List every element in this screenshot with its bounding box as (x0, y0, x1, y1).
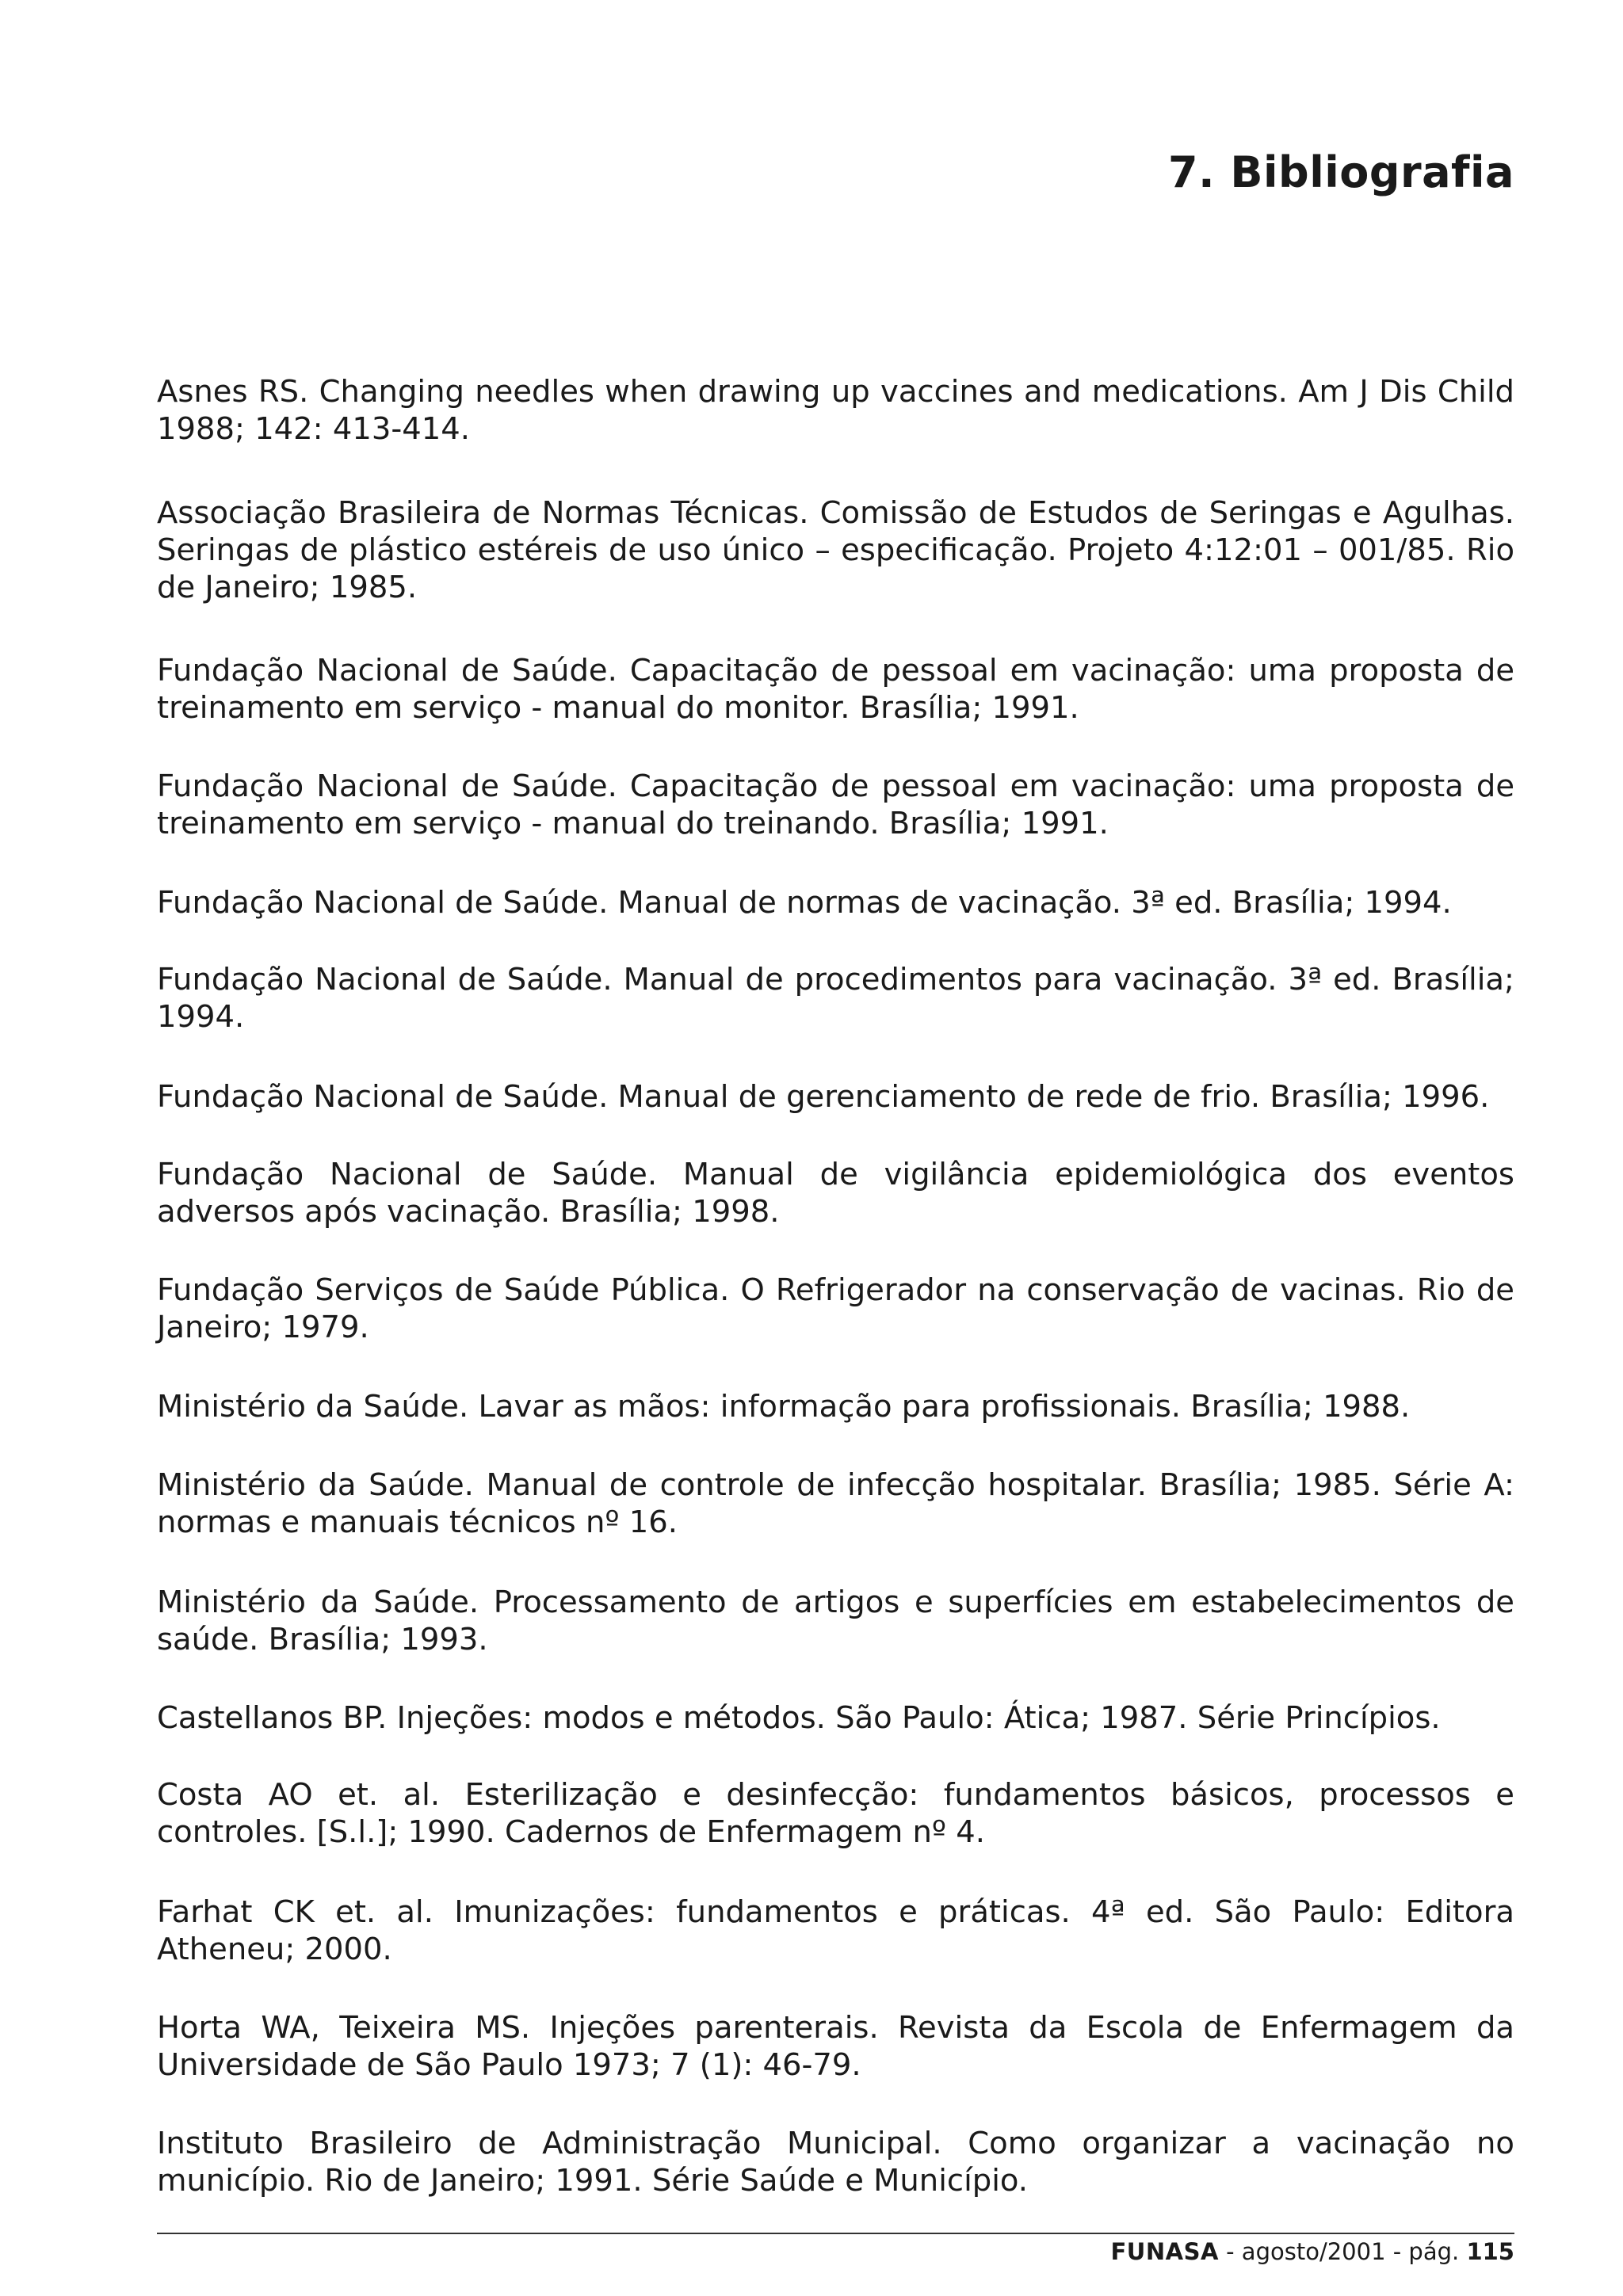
reference-entry: Fundação Nacional de Saúde. Manual de normas de vacinação. 3ª ed. Brasília; 1994. (157, 884, 1452, 921)
reference-entry: Castellanos BP. Injeções: modos e métodos. São Paulo: Ática; 1987. Série Princípios. (157, 1699, 1441, 1736)
footer-brand: FUNASA (1110, 2238, 1219, 2265)
reference-entry: Associação Brasileira de Normas Técnicas. Comissão de Estudos de Seringas e Agulhas. Seringas de plástico estéreis de uso único – especificação. Projeto 4:12:01 – 001/85. Rio de Janeiro; 1985. (157, 494, 1514, 605)
reference-entry: Fundação Serviços de Saúde Pública. O Refrigerador na conservação de vacinas. Rio de Janeiro; 1979. (157, 1272, 1514, 1345)
page-title: 7. Bibliografia (1168, 147, 1514, 197)
reference-entry: Fundação Nacional de Saúde. Capacitação de pessoal em vacinação: uma proposta de treinamento em serviço - manual do monitor. Brasília; 1991. (157, 652, 1514, 726)
reference-entry: Asnes RS. Changing needles when drawing up vaccines and medications. Am J Dis Child 1988; 142: 413-414. (157, 373, 1514, 447)
reference-entry: Horta WA, Teixeira MS. Injeções parenterais. Revista da Escola de Enfermagem da Universidade de São Paulo 1973; 7 (1): 46-79. (157, 2009, 1514, 2083)
reference-entry: Fundação Nacional de Saúde. Manual de gerenciamento de rede de frio. Brasília; 1996. (157, 1078, 1490, 1115)
reference-entry: Ministério da Saúde. Manual de controle de infecção hospitalar. Brasília; 1985. Série A: normas e manuais técnicos nº 16. (157, 1466, 1514, 1540)
reference-entry: Ministério da Saúde. Lavar as mãos: informação para profissionais. Brasília; 1988. (157, 1388, 1411, 1425)
reference-entry: Instituto Brasileiro de Administração Municipal. Como organizar a vacinação no município. Rio de Janeiro; 1991. Série Saúde e Município. (157, 2125, 1514, 2199)
reference-entry: Fundação Nacional de Saúde. Capacitação de pessoal em vacinação: uma proposta de treinamento em serviço - manual do treinando. Brasília; 1991. (157, 768, 1514, 841)
reference-entry: Fundação Nacional de Saúde. Manual de vigilância epidemiológica dos eventos adversos após vacinação. Brasília; 1998. (157, 1156, 1514, 1230)
page-number: 115 (1466, 2238, 1514, 2265)
reference-entry: Farhat CK et. al. Imunizações: fundamentos e práticas. 4ª ed. São Paulo: Editora Atheneu; 2000. (157, 1894, 1514, 1967)
reference-entry: Fundação Nacional de Saúde. Manual de procedimentos para vacinação. 3ª ed. Brasília; 1994. (157, 961, 1514, 1035)
footer-date: - agosto/2001 - pág. (1218, 2238, 1467, 2265)
page-footer (1111, 2236, 1515, 2267)
reference-entry: Ministério da Saúde. Processamento de artigos e superfícies em estabelecimentos de saúde. Brasília; 1993. (157, 1584, 1514, 1657)
reference-entry: Costa AO et. al. Esterilização e desinfecção: fundamentos básicos, processos e controles. [S.l.]; 1990. Cadernos de Enfermagem nº 4. (157, 1776, 1514, 1850)
footer-divider (157, 2233, 1514, 2234)
